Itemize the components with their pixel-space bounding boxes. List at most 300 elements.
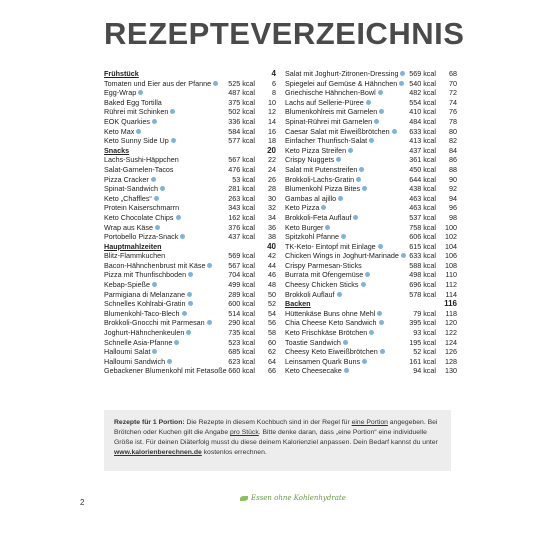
recipe-page-number: 56 <box>268 318 276 328</box>
recipe-entry <box>285 69 460 79</box>
section-title: Frühstück <box>104 69 139 78</box>
recipe-name: Pizza Cracker <box>104 175 156 185</box>
video-dot-icon <box>379 109 384 114</box>
video-dot-icon <box>180 234 185 239</box>
recipe-page-number: 58 <box>268 328 276 338</box>
recipe-entry <box>285 366 460 376</box>
recipe-entry <box>285 290 460 300</box>
video-dot-icon <box>151 177 156 182</box>
recipe-page-number: 62 <box>268 347 276 357</box>
recipe-entry <box>104 223 279 233</box>
section-heading <box>104 242 279 252</box>
recipe-name: Keto Sunny Side Up <box>104 136 176 146</box>
recipe-name: Blumenkohl Pizza Bites <box>285 184 367 194</box>
recipe-name: Parmigiana di Melanzane <box>104 290 192 300</box>
video-dot-icon <box>337 292 342 297</box>
recipe-page-number: 22 <box>268 155 276 165</box>
recipe-kcal: 577 kcal <box>228 136 255 146</box>
recipe-kcal: 623 kcal <box>228 356 255 366</box>
recipe-kcal: 514 kcal <box>228 308 255 318</box>
recipe-kcal: 413 kcal <box>409 136 436 146</box>
recipe-entry <box>285 309 460 319</box>
recipe-page-number: 72 <box>449 88 457 98</box>
video-dot-icon <box>152 282 157 287</box>
video-dot-icon <box>379 320 384 325</box>
recipe-page-number: 126 <box>445 347 457 357</box>
video-dot-icon <box>160 186 165 191</box>
recipe-name: Wrap aus Käse <box>104 223 160 233</box>
recipe-kcal: 281 kcal <box>228 184 255 194</box>
recipe-kcal: 476 kcal <box>228 164 255 174</box>
recipe-name: Schnelle Asia-Pfanne <box>104 338 179 348</box>
recipe-page-number: 28 <box>268 184 276 194</box>
recipe-kcal: 600 kcal <box>228 299 255 309</box>
recipe-page-number: 90 <box>449 174 457 184</box>
recipe-page-number: 124 <box>445 337 457 347</box>
recipe-name: Pizza mit Thunfischboden <box>104 270 193 280</box>
video-dot-icon <box>136 129 141 134</box>
recipe-entry <box>104 280 279 290</box>
recipe-page-number: 74 <box>449 97 457 107</box>
recipe-page-number: 14 <box>268 116 276 126</box>
recipe-kcal: 463 kcal <box>409 193 436 203</box>
recipe-page-number: 108 <box>445 260 457 270</box>
recipe-name: Spinat-Sandwich <box>104 184 165 194</box>
section-title: Hauptmahlzeiten <box>104 241 162 251</box>
section-heading <box>104 69 279 79</box>
video-dot-icon <box>207 263 212 268</box>
video-dot-icon <box>152 349 157 354</box>
recipe-name: Rührei mit Schinken <box>104 107 175 117</box>
recipe-name: Lachs-Sushi-Häppchen <box>104 155 179 165</box>
recipe-entry <box>285 107 460 117</box>
recipe-name: Cheesy Chicken Sticks <box>285 280 366 290</box>
recipe-name: EOK Quarkies <box>104 117 157 127</box>
recipe-kcal: 554 kcal <box>409 97 436 107</box>
recipe-kcal: 52 kcal <box>413 347 436 357</box>
video-dot-icon <box>338 196 343 201</box>
recipe-kcal: 195 kcal <box>409 337 436 347</box>
recipe-page-number: 6 <box>272 78 276 88</box>
recipe-kcal: 696 kcal <box>409 280 436 290</box>
recipe-page-number: 48 <box>268 280 276 290</box>
recipe-entry <box>104 117 279 127</box>
video-dot-icon <box>187 292 192 297</box>
recipe-page-number: 122 <box>445 328 457 338</box>
recipe-entry <box>285 88 460 98</box>
info-heading: Rezepte für 1 Portion: <box>114 419 185 426</box>
recipe-page-number: 118 <box>445 308 457 318</box>
recipe-entry <box>104 309 279 319</box>
recipe-page-number: 54 <box>268 308 276 318</box>
recipe-name: Griechische Hähnchen-Bowl <box>285 88 383 98</box>
recipe-kcal: 463 kcal <box>409 203 436 213</box>
recipe-page-number: 116 <box>444 299 457 309</box>
recipe-page-number: 80 <box>449 126 457 136</box>
recipe-entry <box>104 175 279 185</box>
recipe-kcal: 410 kcal <box>409 107 436 117</box>
recipe-entry <box>285 251 460 261</box>
recipe-name: Brokkoli Auflauf <box>285 290 342 300</box>
recipe-kcal: 376 kcal <box>228 222 255 232</box>
info-text: angegeben. Bei Brötchen oder Kuchen gilt die Angabe <box>114 419 438 436</box>
info-emphasis: eine Portion <box>351 419 388 426</box>
recipe-entry <box>285 213 460 223</box>
recipe-page-number: 98 <box>449 212 457 222</box>
recipe-page-number: 104 <box>445 241 457 251</box>
recipe-name: Gebackener Blumenkohl mit Fetasoße <box>104 366 227 376</box>
recipe-page-number: 84 <box>449 145 457 155</box>
recipe-entry <box>285 184 460 194</box>
recipe-kcal: 567 kcal <box>228 260 255 270</box>
recipe-name: Joghurt-Hähnchenkeulen <box>104 328 191 338</box>
recipe-name: Spinat-Rührei mit Garnelen <box>285 117 379 127</box>
recipe-entry <box>104 165 279 175</box>
recipe-page-number: 52 <box>268 299 276 309</box>
video-dot-icon <box>361 282 366 287</box>
recipe-page-number: 68 <box>449 69 457 78</box>
video-dot-icon <box>377 311 382 316</box>
recipe-name: Einfacher Thunfisch-Salat <box>285 136 374 146</box>
info-text: Die Rezepte in diesem Kochbuch sind in der Regel für <box>184 419 352 426</box>
recipe-entry <box>285 338 460 348</box>
recipe-page-number: 120 <box>445 318 457 328</box>
recipe-name: Keto Pizza Streifen <box>285 146 353 156</box>
recipe-page-number: 18 <box>268 136 276 146</box>
recipe-kcal: 263 kcal <box>228 193 255 203</box>
leaf-icon <box>240 496 248 501</box>
recipe-page-number: 88 <box>449 164 457 174</box>
recipe-entry <box>285 328 460 338</box>
video-dot-icon <box>378 90 383 95</box>
recipe-entry <box>285 165 460 175</box>
recipe-kcal: 525 kcal <box>228 78 255 88</box>
recipe-entry <box>104 261 279 271</box>
recipe-name: Spiegelei auf Gemüse & Hähnchen <box>285 79 404 89</box>
recipe-kcal: 735 kcal <box>228 328 255 338</box>
video-dot-icon <box>366 100 371 105</box>
recipe-name: Toastie Sandwich <box>285 338 348 348</box>
recipe-name: Keto Burger <box>285 223 330 233</box>
recipe-name: Baked Egg Tortilla <box>104 97 162 107</box>
video-dot-icon <box>170 109 175 114</box>
recipe-name: Bacon-Hähnchenbrust mit Käse <box>104 261 212 271</box>
video-dot-icon <box>138 90 143 95</box>
recipe-name: Leinsamen Quark Buns <box>285 357 367 367</box>
recipe-page-number: 76 <box>449 107 457 117</box>
recipe-kcal: 758 kcal <box>409 222 436 232</box>
recipe-kcal: 578 kcal <box>409 289 436 299</box>
recipe-name: Caesar Salat mit Eiweißbrötchen <box>285 127 397 137</box>
info-text: kostenlos errechnen. <box>201 449 267 456</box>
recipe-entry <box>104 328 279 338</box>
recipe-name: Gambas al ajillo <box>285 194 343 204</box>
recipe-page-number: 46 <box>268 270 276 280</box>
recipe-entry <box>285 136 460 146</box>
recipe-entry <box>104 338 279 348</box>
video-dot-icon <box>336 157 341 162</box>
recipe-kcal: 162 kcal <box>228 212 255 222</box>
recipe-name: Keto Cheesecake <box>285 366 349 376</box>
recipe-kcal: 615 kcal <box>409 241 436 251</box>
recipe-entry <box>285 242 460 252</box>
video-dot-icon <box>362 186 367 191</box>
video-dot-icon <box>171 138 176 143</box>
recipe-entry <box>104 232 279 242</box>
section-heading <box>285 299 460 309</box>
recipe-page-number: 78 <box>449 116 457 126</box>
recipe-page-number: 10 <box>268 97 276 107</box>
video-dot-icon <box>400 71 405 76</box>
recipe-page-number: 70 <box>449 78 457 88</box>
section-title: Snacks <box>104 145 130 155</box>
recipe-kcal: 289 kcal <box>228 289 255 299</box>
video-dot-icon <box>188 301 193 306</box>
recipe-name: Brokkoli-Gnocchi mit Parmesan <box>104 318 212 328</box>
recipe-page-number: 82 <box>449 136 457 146</box>
video-dot-icon <box>401 253 406 258</box>
recipe-page-number: 24 <box>268 164 276 174</box>
video-dot-icon <box>344 368 349 373</box>
recipe-entry <box>285 127 460 137</box>
recipe-name: Burrata mit Ofengemüse <box>285 270 370 280</box>
recipe-entry <box>285 203 460 213</box>
recipe-name: Tomaten und Eier aus der Pfanne <box>104 79 218 89</box>
recipe-page-number: 100 <box>445 222 457 232</box>
recipe-page-number: 26 <box>268 174 276 184</box>
recipe-entry <box>285 280 460 290</box>
recipe-kcal: 502 kcal <box>228 107 255 117</box>
recipe-name: Salat-Garnelen-Tacos <box>104 164 174 174</box>
recipe-kcal: 343 kcal <box>228 203 255 213</box>
video-dot-icon <box>152 119 157 124</box>
recipe-entry <box>285 175 460 185</box>
recipe-entry <box>104 290 279 300</box>
recipe-kcal: 704 kcal <box>228 270 255 280</box>
video-dot-icon <box>380 349 385 354</box>
recipe-page-number: 106 <box>445 251 457 261</box>
recipe-list-right <box>285 69 460 376</box>
video-dot-icon <box>369 330 374 335</box>
recipe-kcal: 633 kcal <box>409 251 436 261</box>
page-number: 2 <box>80 498 85 507</box>
recipe-entry <box>104 357 279 367</box>
recipe-kcal: 482 kcal <box>409 88 436 98</box>
portion-info-box <box>104 410 451 471</box>
recipe-kcal: 79 kcal <box>413 308 436 318</box>
recipe-entry <box>285 357 460 367</box>
video-dot-icon <box>365 272 370 277</box>
recipe-entry <box>285 98 460 108</box>
recipe-entry <box>104 155 279 165</box>
recipe-page-number: 20 <box>267 145 276 155</box>
recipe-entry <box>104 98 279 108</box>
video-dot-icon <box>369 138 374 143</box>
recipe-name: Salat mit Joghurt-Zitronen-Dressing <box>285 69 405 79</box>
recipe-entry <box>104 79 279 89</box>
recipe-name: Portobello Pizza-Snack <box>104 232 185 242</box>
recipe-entry <box>104 88 279 98</box>
recipe-kcal: 660 kcal <box>228 366 255 376</box>
recipe-name: Halloumi Salat <box>104 347 157 357</box>
recipe-entry <box>285 270 460 280</box>
video-dot-icon <box>182 311 187 316</box>
video-dot-icon <box>392 129 397 134</box>
recipe-page-number: 114 <box>445 289 457 299</box>
recipe-name: Hüttenkäse Buns ohne Mehl <box>285 309 382 319</box>
recipe-kcal: 487 kcal <box>228 88 255 98</box>
recipe-entry <box>285 194 460 204</box>
recipe-page-number: 50 <box>268 289 276 299</box>
recipe-kcal: 588 kcal <box>409 260 436 270</box>
video-dot-icon <box>374 119 379 124</box>
recipe-entry <box>104 251 279 261</box>
recipe-entry <box>104 203 279 213</box>
recipe-kcal: 540 kcal <box>409 78 436 88</box>
recipe-entry <box>104 194 279 204</box>
recipe-kcal: 633 kcal <box>409 126 436 136</box>
recipe-kcal: 569 kcal <box>228 251 255 261</box>
recipe-entry <box>104 136 279 146</box>
recipe-name: Halloumi Sandwich <box>104 357 172 367</box>
recipe-page-number: 38 <box>268 232 276 242</box>
recipe-entry <box>285 347 460 357</box>
recipe-kcal: 537 kcal <box>409 212 436 222</box>
video-dot-icon <box>213 81 218 86</box>
video-dot-icon <box>343 340 348 345</box>
recipe-name: Salat mit Putenstreifen <box>285 165 364 175</box>
recipe-kcal: 569 kcal <box>409 69 436 78</box>
info-emphasis: pro Stück <box>230 429 259 436</box>
recipe-name: Keto Max <box>104 127 141 137</box>
recipe-entry <box>285 318 460 328</box>
recipe-entry <box>104 127 279 137</box>
recipe-kcal: 499 kcal <box>228 280 255 290</box>
video-dot-icon <box>186 330 191 335</box>
recipe-kcal: 685 kcal <box>228 347 255 357</box>
recipe-name: Crispy Nuggets <box>285 155 341 165</box>
recipe-kcal: 375 kcal <box>228 97 255 107</box>
recipe-kcal: 336 kcal <box>228 116 255 126</box>
video-dot-icon <box>207 320 212 325</box>
recipe-kcal: 498 kcal <box>409 270 436 280</box>
video-dot-icon <box>155 225 160 230</box>
footer-logo <box>240 494 346 502</box>
video-dot-icon <box>362 359 367 364</box>
recipe-entry <box>285 146 460 156</box>
video-dot-icon <box>174 340 179 345</box>
video-dot-icon <box>348 148 353 153</box>
section-title: Backen <box>285 299 311 309</box>
video-dot-icon <box>399 81 404 86</box>
recipe-name: Spitzkohl Pfanne <box>285 232 346 242</box>
footer-logo-text: Essen ohne Kohlenhydrate <box>251 494 346 502</box>
recipe-name: Keto Pizza <box>285 203 326 213</box>
recipe-kcal: 361 kcal <box>409 155 436 165</box>
video-dot-icon <box>341 234 346 239</box>
recipe-page-number: 44 <box>268 260 276 270</box>
recipe-kcal: 395 kcal <box>409 318 436 328</box>
recipe-page-number: 12 <box>268 107 276 117</box>
recipe-page-number: 32 <box>268 203 276 213</box>
recipe-entry <box>285 79 460 89</box>
recipe-name: TK-Keto- Eintopf mit Einlage <box>285 242 383 252</box>
video-dot-icon <box>176 215 181 220</box>
recipe-page-number: 8 <box>272 88 276 98</box>
recipe-name: Egg-Wrap <box>104 88 143 98</box>
recipe-page-number: 94 <box>449 193 457 203</box>
recipe-entry <box>104 318 279 328</box>
recipe-page-number: 66 <box>268 366 276 376</box>
recipe-kcal: 437 kcal <box>228 232 255 242</box>
recipe-page-number: 92 <box>449 184 457 194</box>
recipe-entry <box>104 347 279 357</box>
recipe-page-number: 36 <box>268 222 276 232</box>
video-dot-icon <box>359 167 364 172</box>
recipe-page-number: 34 <box>268 212 276 222</box>
recipe-page-number: 42 <box>268 251 276 261</box>
recipe-name: Brokkoli-Lachs-Gratin <box>285 175 361 185</box>
recipe-page-number: 30 <box>268 193 276 203</box>
recipe-kcal: 450 kcal <box>409 164 436 174</box>
recipe-name: Kebap-Spieße <box>104 280 157 290</box>
recipe-list-left <box>104 69 279 376</box>
section-heading <box>104 146 279 156</box>
recipe-page-number: 40 <box>267 241 276 251</box>
recipe-page-number: 102 <box>445 232 457 242</box>
recipe-page-number: 112 <box>445 280 457 290</box>
video-dot-icon <box>378 244 383 249</box>
calorie-calculator-link[interactable]: www.kalorienberechnen.de <box>114 449 202 456</box>
recipe-name: Cheesy Keto Eiweißbrötchen <box>285 347 385 357</box>
video-dot-icon <box>325 225 330 230</box>
recipe-kcal: 161 kcal <box>409 356 436 366</box>
recipe-name: Brokkoli-Feta Auflauf <box>285 213 358 223</box>
recipe-page-number: 86 <box>449 155 457 165</box>
recipe-kcal: 53 kcal <box>232 174 255 184</box>
recipe-kcal: 93 kcal <box>413 328 436 338</box>
recipe-kcal: 523 kcal <box>228 337 255 347</box>
recipe-page-number: 128 <box>445 356 457 366</box>
recipe-entry <box>104 299 279 309</box>
recipe-kcal: 290 kcal <box>228 318 255 328</box>
recipe-page-number: 16 <box>268 126 276 136</box>
recipe-page-number: 96 <box>449 203 457 213</box>
recipe-kcal: 644 kcal <box>409 174 436 184</box>
recipe-name: Schnelles Kohlrabi-Gratin <box>104 299 193 309</box>
recipe-page-number: 64 <box>268 356 276 366</box>
recipe-entry <box>104 213 279 223</box>
recipe-entry <box>285 155 460 165</box>
recipe-name: Lachs auf Sellerie-Püree <box>285 98 371 108</box>
video-dot-icon <box>167 359 172 364</box>
recipe-name: Blumenkohlreis mit Garnelen <box>285 107 384 117</box>
recipe-kcal: 438 kcal <box>409 184 436 194</box>
recipe-entry <box>104 270 279 280</box>
recipe-kcal: 584 kcal <box>228 126 255 136</box>
recipe-kcal: 94 kcal <box>413 366 436 376</box>
recipe-entry <box>285 261 460 271</box>
recipe-name: Blitz-Flammkuchen <box>104 251 166 261</box>
recipe-name: Keto Frischkäse Brötchen <box>285 328 374 338</box>
recipe-kcal: 484 kcal <box>409 116 436 126</box>
recipe-kcal: 437 kcal <box>409 145 436 155</box>
recipe-page-number: 110 <box>445 270 457 280</box>
page-title: REZEPTEVERZEICHNIS <box>104 16 465 51</box>
recipe-entry <box>104 366 279 376</box>
recipe-page-number: 60 <box>268 337 276 347</box>
recipe-entry <box>104 184 279 194</box>
